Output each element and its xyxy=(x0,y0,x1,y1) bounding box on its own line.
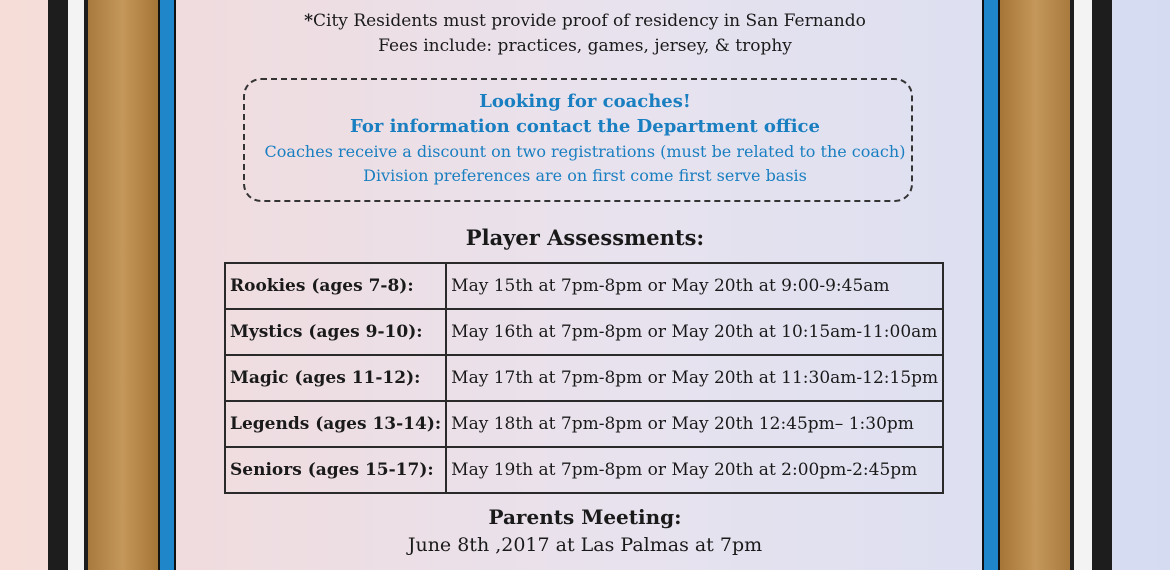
asterisk-marker: * xyxy=(304,11,314,31)
parents-meeting-title: Parents Meeting: xyxy=(488,505,682,529)
border-stripe-blue-left xyxy=(158,0,176,570)
assessments-table xyxy=(224,262,944,494)
division-cell: Legends (ages 13-14): xyxy=(225,401,446,447)
border-stripe-white-right xyxy=(1074,0,1092,570)
coaches-preferences: Division preferences are on first come first serve basis xyxy=(363,166,807,185)
schedule-cell: May 18th at 7pm-8pm or May 20th 12:45pm– 1:30pm xyxy=(446,401,943,447)
border-stripe-black-right xyxy=(1092,0,1112,570)
schedule-cell: May 16th at 7pm-8pm or May 20th at 10:15am-11:00am xyxy=(446,309,943,355)
residency-note-text: City Residents must provide proof of residency in San Fernando xyxy=(313,11,866,31)
division-cell: Magic (ages 11-12): xyxy=(225,355,446,401)
schedule-cell: May 17th at 7pm-8pm or May 20th at 11:30am-12:15pm xyxy=(446,355,943,401)
assessments-title: Player Assessments: xyxy=(465,225,705,250)
border-stripe-black-left xyxy=(48,0,68,570)
residency-note xyxy=(0,11,1170,31)
table-row xyxy=(225,447,943,493)
coaches-discount: Coaches receive a discount on two registrations (must be related to the coach) xyxy=(264,142,906,161)
fees-note: Fees include: practices, games, jersey, & trophy xyxy=(378,36,792,56)
border-stripe-gold-right xyxy=(1000,0,1070,570)
border-stripe-blue-right xyxy=(982,0,1000,570)
coaches-contact: For information contact the Department office xyxy=(350,116,820,137)
table-row xyxy=(225,309,943,355)
table-row xyxy=(225,263,943,309)
division-cell: Mystics (ages 9-10): xyxy=(225,309,446,355)
division-cell: Seniors (ages 15-17): xyxy=(225,447,446,493)
schedule-cell: May 15th at 7pm-8pm or May 20th at 9:00-9:45am xyxy=(446,263,943,309)
parents-meeting-date: June 8th ,2017 at Las Palmas at 7pm xyxy=(407,534,763,556)
coaches-heading: Looking for coaches! xyxy=(479,91,691,112)
border-stripe-white-left xyxy=(68,0,84,570)
border-stripe-gold-left xyxy=(88,0,158,570)
schedule-cell: May 19th at 7pm-8pm or May 20th at 2:00pm-2:45pm xyxy=(446,447,943,493)
table-row xyxy=(225,401,943,447)
table-row xyxy=(225,355,943,401)
division-cell: Rookies (ages 7-8): xyxy=(225,263,446,309)
